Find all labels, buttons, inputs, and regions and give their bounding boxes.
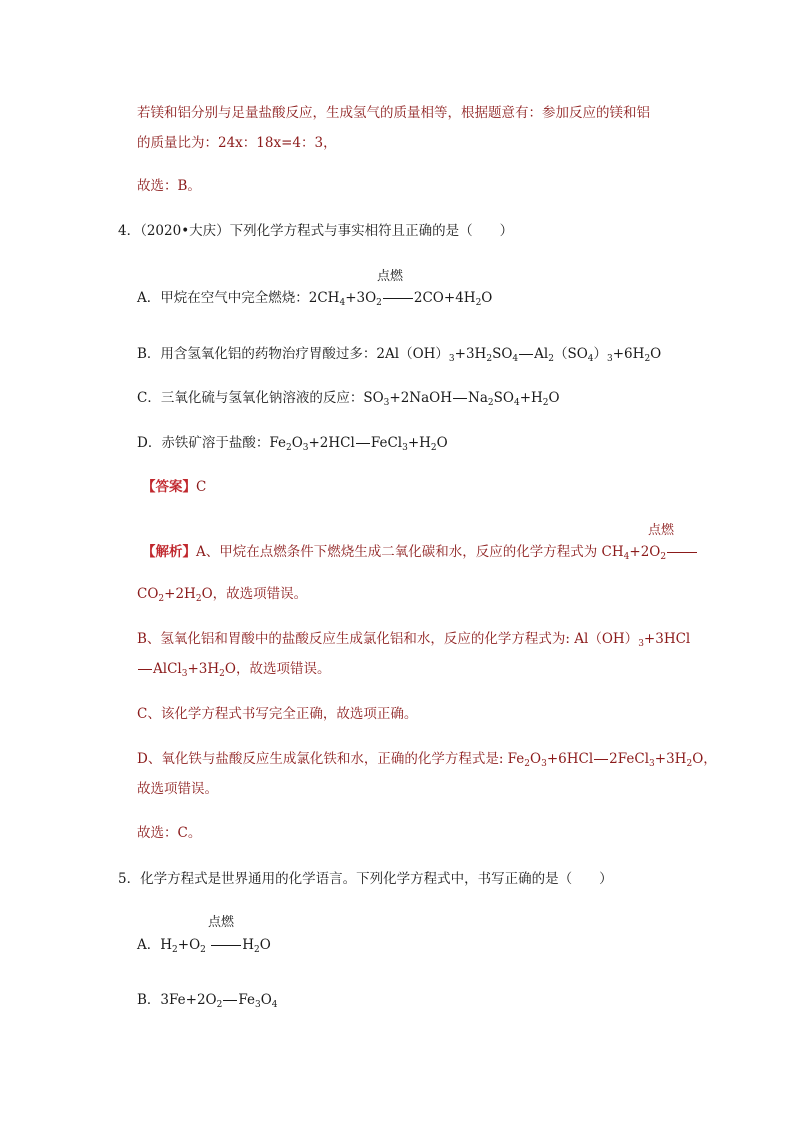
analysis-a-condition: 点燃	[648, 523, 675, 538]
q5-option-b	[137, 991, 278, 1009]
prev-solution-line2: 的质量比为：24x：18x=4：3，	[137, 135, 337, 151]
q5-option-a-label: A．	[137, 937, 161, 953]
q5-option-b-equation: $3Fe+2O_2$ $Fe_3O_4$	[160, 992, 278, 1010]
q4-option-d	[137, 434, 448, 452]
q4-option-a-label: A．甲烷在空气中完全燃烧：	[137, 290, 309, 306]
q4-option-b-equation: $2Al(OH)_3+3H_2SO_4$ $Al_2(SO_4)_3+6H_2O$	[376, 346, 662, 364]
q4-option-b	[137, 345, 661, 363]
q4-analysis-a-cont	[137, 585, 307, 603]
analysis-a-equation-right: $CO_2+2H_2O$	[137, 586, 213, 604]
analysis-b-text: B、氢氧化铝和胃酸中的盐酸反应生成氯化铝和水，反应的化学方程式为:	[137, 631, 575, 647]
q4-answer	[142, 478, 206, 496]
q4-stem: 4．（2020•大庆）下列化学方程式与事实相符且正确的是（ ）	[118, 223, 514, 239]
q4-analysis-d	[137, 750, 717, 768]
q5-option-b-label: B．	[137, 992, 161, 1008]
prev-solution-line1: 若镁和铝分别与足量盐酸反应，生成氢气的质量相等，根据题意有：参加反应的镁和铝	[137, 105, 650, 121]
analysis-d-text: D、氧化铁与盐酸反应生成氯化铁和水，正确的化学方程式是:	[137, 751, 508, 767]
analysis-tag: 【解析】	[142, 544, 196, 560]
prev-solution-choice: 故选：B。	[137, 178, 201, 194]
q4-option-c-label: C．三氧化硫与氢氧化钠溶液的反应：	[137, 390, 364, 406]
q4-option-c	[137, 389, 560, 407]
analysis-a-tail: ，故选项错误。	[212, 586, 308, 602]
answer-tag: 【答案】	[142, 479, 196, 495]
analysis-b-equation-right: $AlCl_3+3H_2O$	[137, 661, 236, 677]
q5-option-a	[137, 936, 271, 954]
analysis-d-equation: $Fe_2O_3+6HCl$ $2FeCl_3+3H_2O$，	[507, 751, 717, 769]
analysis-b-equation-left: $Al(OH)_3+3HCl$	[574, 631, 691, 649]
analysis-a-text: A、甲烷在点燃条件下燃烧生成二氧化碳和水，反应的化学方程式为	[196, 544, 602, 560]
q4-analysis-c: C、该化学方程式书写完全正确，故选项正确。	[137, 706, 418, 722]
q5-option-a-equation: $H_2+O_2$ $H_2O$	[160, 937, 271, 955]
q5-stem: 5．化学方程式是世界通用的化学语言。下列化学方程式中，书写正确的是（ ）	[118, 871, 613, 887]
q4-choice: 故选：C。	[137, 825, 202, 841]
q4-option-a	[137, 289, 492, 307]
q4-option-b-label: B．用含氢氧化铝的药物治疗胃酸过多：	[137, 346, 377, 362]
q5-a-condition: 点燃	[208, 915, 235, 930]
analysis-a-equation-left: $CH_4+2O_2$	[602, 544, 699, 560]
q4-option-d-equation: $Fe_2O_3+2HCl$ $FeCl_3+H_2O$	[269, 435, 448, 453]
q4-a-condition: 点燃	[377, 269, 404, 284]
q4-option-c-equation: $SO_3+2NaOH$ $Na_2SO_4+H_2O$	[363, 390, 560, 408]
q4-analysis-d-cont: 故选项错误。	[137, 781, 218, 797]
analysis-b-tail: ，故选项错误。	[235, 661, 331, 677]
q4-option-a-equation: $2CH_4+3O_2$ $2CO+4H_2O$	[308, 290, 493, 308]
q4-analysis-b-cont	[137, 660, 330, 678]
q4-analysis-b	[137, 630, 690, 648]
q4-analysis-a	[142, 543, 698, 561]
answer-value: C	[196, 479, 207, 495]
q4-option-d-label: D．赤铁矿溶于盐酸：	[137, 435, 270, 451]
